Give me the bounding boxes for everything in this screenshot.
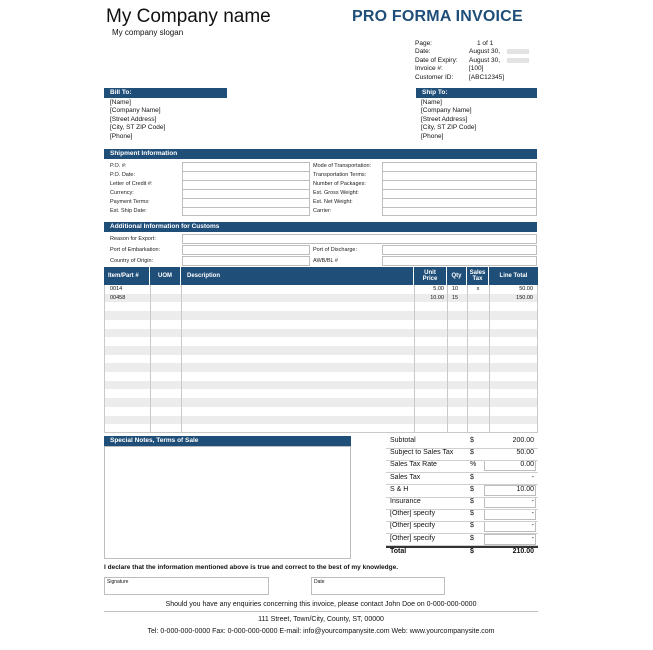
table-row[interactable]	[104, 329, 538, 338]
shipment-fields	[104, 162, 537, 216]
shipment-label: Number of Packages:	[313, 181, 366, 187]
date-label: Date	[314, 579, 325, 585]
total-value: -	[531, 510, 534, 518]
meta-page-label: Page:	[415, 40, 432, 47]
bill-to-line: [Company Name]	[110, 107, 161, 115]
shipment-label: Mode of Transportation:	[313, 163, 372, 169]
port-discharge-label: Port of Discharge:	[313, 247, 358, 253]
currency: $	[470, 510, 474, 518]
table-row[interactable]	[104, 311, 538, 320]
table-row[interactable]	[104, 302, 538, 311]
tax-cell: x	[476, 286, 480, 292]
awb-field[interactable]	[382, 256, 537, 266]
shipment-label: Carrier:	[313, 208, 332, 214]
total-value: -	[531, 534, 534, 542]
price-cell: 5.00	[433, 286, 444, 292]
total-label: [Other] specify	[390, 522, 436, 530]
column-divider	[489, 285, 490, 432]
table-row[interactable]	[104, 407, 538, 416]
totals-block	[386, 436, 538, 560]
column-divider	[447, 285, 448, 432]
footer-address: 111 Street, Town/City, County, ST, 00000	[258, 616, 384, 623]
column-divider	[104, 285, 105, 432]
currency: $	[470, 485, 474, 493]
table-row[interactable]	[104, 416, 538, 425]
total-cell: 150.00	[516, 294, 533, 301]
total-label: S & H	[390, 485, 409, 493]
total-label: [Other] specify	[390, 534, 436, 542]
currency: $	[470, 437, 474, 444]
ship-to-address	[421, 99, 476, 141]
totals-divider	[386, 509, 538, 510]
total-label: Insurance	[390, 498, 421, 505]
currency: $	[470, 473, 474, 481]
meta-date-label: Date:	[415, 48, 431, 56]
total-label: Sales Tax Rate	[390, 461, 437, 469]
country-origin-field[interactable]	[182, 256, 310, 266]
meta-expiry-label: Date of Expiry:	[415, 56, 458, 64]
shipment-label: Letter of Credit #:	[110, 181, 153, 187]
reason-export-label: Reason for Export:	[110, 236, 156, 242]
col-sales-tax: Sales Tax	[467, 267, 489, 285]
shipment-label: Est. Net Weight:	[313, 199, 353, 205]
table-row[interactable]	[104, 398, 538, 407]
total-label: Sales Tax	[390, 473, 421, 481]
ship-to-line: [Name]	[421, 99, 442, 106]
customs-heading: Additional Information for Customs	[104, 222, 537, 232]
col-description: Description	[181, 267, 414, 285]
company-slogan: My company slogan	[112, 28, 184, 37]
port-embarkation-label: Port of Embarkation:	[110, 247, 161, 253]
col-line-total: Line Total	[499, 273, 528, 279]
notes-heading: Special Notes, Terms of Sale	[104, 436, 351, 446]
signature-field[interactable]	[104, 577, 269, 595]
redacted-year	[507, 49, 529, 54]
qty-cell: 10	[451, 286, 459, 292]
reason-export-field[interactable]	[182, 234, 537, 244]
bill-to-line: [City, ST ZIP Code]	[110, 124, 166, 132]
total-value: -	[531, 473, 534, 481]
ship-to-line: [City, ST ZIP Code]	[421, 124, 477, 132]
grand-total-label: Total	[390, 548, 407, 555]
price-cell: 10.00	[430, 294, 444, 301]
currency: $	[470, 534, 474, 542]
currency: %	[470, 461, 477, 469]
invoice-title: PRO FORMA INVOICE	[352, 8, 523, 25]
meta-invoice-label: Invoice #:	[415, 65, 443, 73]
table-row[interactable]	[104, 355, 538, 364]
column-divider	[181, 285, 182, 432]
shipment-label: P.O. Date:	[110, 172, 135, 178]
items-header	[104, 267, 538, 285]
grand-total-value: 210.00	[512, 548, 534, 555]
currency: $	[470, 522, 474, 530]
ship-to-heading: Ship To:	[416, 88, 537, 98]
column-divider	[150, 285, 151, 432]
table-row[interactable]	[104, 294, 538, 303]
table-row[interactable]	[104, 363, 538, 372]
total-value: 200.00	[512, 437, 534, 444]
total-value: -	[531, 522, 534, 530]
totals-divider	[386, 497, 538, 498]
currency: $	[470, 548, 474, 555]
awb-label: AWB/BL #	[313, 258, 338, 264]
bill-to-line: [Name]	[110, 99, 131, 106]
total-value: 50.00	[516, 449, 534, 457]
total-label: Subject to Sales Tax	[390, 449, 454, 457]
declaration: I declare that the information mentioned above is true and correct to the best of my knowledge.	[104, 564, 398, 571]
meta-invoice-value: [100]	[469, 65, 484, 73]
item-cell: 0014	[110, 286, 123, 292]
port-embarkation-field[interactable]	[182, 245, 310, 255]
shipment-label: P.O. #:	[110, 163, 127, 169]
table-row[interactable]	[104, 372, 538, 381]
total-cell: 50.00	[519, 286, 533, 292]
ship-to-line: [Company Name]	[421, 107, 472, 115]
ship-to-line: [Street Address]	[421, 115, 468, 123]
totals-divider	[386, 521, 538, 522]
notes-field[interactable]	[104, 446, 351, 559]
footer-enquiries: Should you have any enquiries concerning this invoice, please contact John Doe on 0-000-000-0000	[165, 601, 477, 608]
currency: $	[470, 449, 474, 457]
bill-to-heading: Bill To:	[104, 88, 227, 98]
total-value: -	[531, 498, 534, 505]
shipment-label: Payment Terms:	[110, 199, 150, 205]
qty-cell: 15	[451, 294, 459, 301]
redacted-year	[507, 58, 529, 63]
col-qty: Qty	[447, 267, 467, 285]
total-value: 0.00	[520, 461, 534, 469]
table-row[interactable]	[104, 346, 538, 355]
column-divider	[537, 285, 538, 432]
totals-divider	[386, 484, 538, 485]
total-value: 10.00	[516, 485, 534, 493]
table-row[interactable]	[104, 424, 538, 433]
meta-page-value: 1 of 1	[477, 40, 494, 47]
meta-customer-label: Customer ID:	[415, 73, 454, 81]
total-label: [Other] specify	[390, 510, 436, 518]
col-item: Item/Part #	[104, 267, 150, 285]
col-uom: UOM	[150, 267, 181, 285]
date-field[interactable]	[311, 577, 445, 595]
column-divider	[467, 285, 468, 432]
meta-date-value: August 30,	[469, 48, 501, 56]
meta-customer-value: [ABC12345]	[469, 73, 505, 81]
column-divider	[414, 285, 415, 432]
invoice-meta	[415, 40, 529, 82]
port-discharge-field[interactable]	[382, 245, 537, 255]
totals-divider	[386, 448, 538, 449]
shipment-label: Transportation Terms:	[313, 172, 367, 178]
items-grid	[104, 285, 538, 433]
table-row[interactable]	[104, 320, 538, 329]
country-origin-label: Country of Origin:	[110, 258, 154, 264]
totals-divider	[386, 460, 538, 461]
item-cell: 00458	[110, 294, 126, 301]
bill-to-line: [Street Address]	[110, 115, 157, 123]
ship-to-line: [Phone]	[421, 132, 444, 140]
table-row[interactable]	[104, 389, 538, 398]
currency: $	[470, 498, 474, 505]
col-unit-price: Unit Price	[414, 267, 447, 285]
totals-divider	[386, 545, 538, 546]
totals-divider	[386, 472, 538, 473]
company-name: My Company name	[106, 6, 271, 27]
totals-divider	[386, 533, 538, 534]
shipment-label: Est. Ship Date:	[110, 208, 147, 214]
shipment-heading: Shipment Information	[104, 149, 537, 159]
bill-to-address	[110, 99, 165, 141]
table-row[interactable]	[104, 337, 538, 346]
bill-to-line: [Phone]	[110, 132, 133, 140]
total-label: Subtotal	[390, 437, 416, 444]
shipment-label: Est. Gross Weight:	[313, 190, 359, 196]
shipment-label: Currency:	[110, 190, 134, 196]
footer-contact: Tel: 0-000-000-0000 Fax: 0-000-000-0000 E-mail: info@yourcompanysite.com Web: www.yourcompanysite.com	[147, 628, 495, 635]
table-row[interactable]	[104, 381, 538, 390]
signature-label: Signature	[107, 579, 129, 585]
meta-expiry-value: August 30,	[469, 56, 501, 64]
